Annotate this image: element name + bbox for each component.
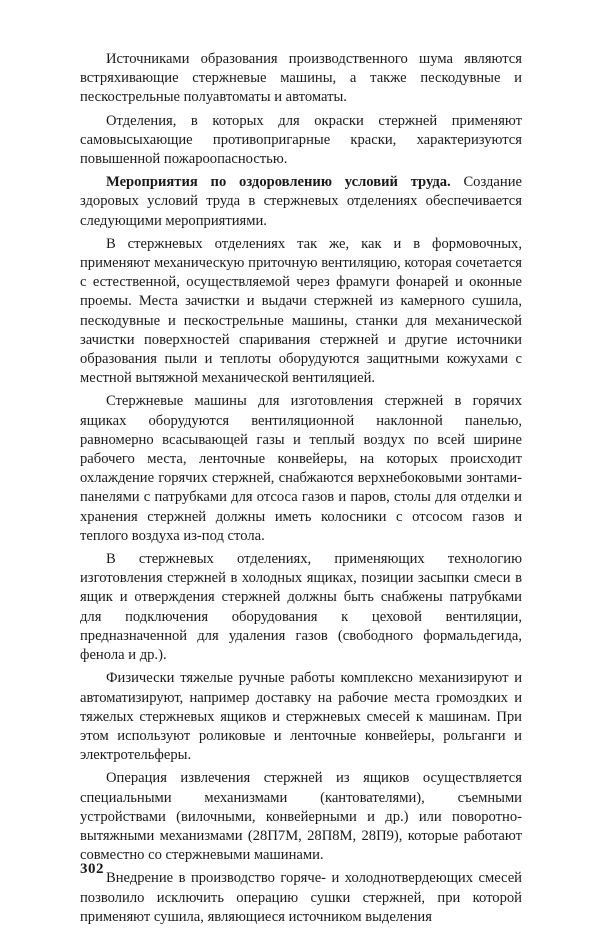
- paragraph-ventilation: В стержневых отделениях так же, как и в формовочных, применяют механическую приточную вентиляцию, которая сочетается с естественной, осуществляемой через фрамуги фонарей и оконные проемы. Места зачистки и выдачи стержней из камерного сушила, пескодувные и пескострельные машины, станки для механической зачистки поверхностей спаривания стержней и другие источники образования пыли и теплоты оборудуются защитными кожухами с местной вытяжной механической вентиляцией.: [80, 235, 522, 387]
- section-heading: Мероприятия по оздоровлению условий труда.: [106, 174, 451, 191]
- paragraph-self-hardening-mixes: Внедрение в производство горяче- и холоднотвердеющих смесей позволило исключить операцию сушки стержней, при которой применяют сушила, являющиеся источником выделения: [80, 870, 522, 925]
- page-number: 302: [80, 861, 104, 877]
- paragraph-core-extraction: Операция извлечения стержней из ящиков осуществляется специальными механизмами (кантователями), съемными устройствами (вилочными, конвейерными и др.) или поворотно-вытяжными механизмами (28П7М, 28П8М, 28П9), которые работают совместно со стержневыми машинами.: [80, 770, 522, 864]
- body-text: [80, 50, 522, 931]
- paragraph-mechanization: Физически тяжелые ручные работы комплексно механизируют и автоматизируют, например доставку на рабочие места громоздких и тяжелых стержневых ящиков и стержневых смесей к машинам. При этом используют роликовые и ленточные конвейеры, рольганги и электротельферы.: [80, 670, 522, 764]
- paragraph-hot-box-machines: Стержневые машины для изготовления стержней в горячих ящиках оборудуются вентиляционной наклонной панелью, равномерно всасывающей газы и теплый воздух по всей ширине рабочего места, ленточные конвейеры, на которых происходит охлаждение горячих стержней, снабжаются верхнебоковыми зонтами-панелями с патрубками для отсоса газов и паров, столы для отделки и хранения стержней должны иметь колосники с отсосом газов и теплого воздуха из-под стола.: [80, 393, 522, 544]
- paragraph-section-intro: [80, 173, 522, 231]
- section-intro-text: Создание здоровых условий труда в стержневых отделениях обеспечивается следующими мероприятиями.: [80, 174, 522, 229]
- paragraph-noise-sources: Источниками образования производственного шума являются встряхивающие стержневые машины, а также пескодувные и пескострельные полуавтоматы и автоматы.: [80, 51, 522, 106]
- paragraph-fire-hazard: Отделения, в которых для окраски стержней применяют самовысыхающие противопригарные краски, характеризуются повышенной пожароопасностью.: [80, 112, 522, 168]
- paragraph-cold-box: В стержневых отделениях, применяющих технологию изготовления стержней в холодных ящиках, позиции засыпки смеси в ящик и отверждения стержней должны быть снабжены патрубками для подключения оборудования к цеховой вентиляции, предназначенной для удаления газов (свободного формальдегида, фенола и др.).: [80, 551, 522, 664]
